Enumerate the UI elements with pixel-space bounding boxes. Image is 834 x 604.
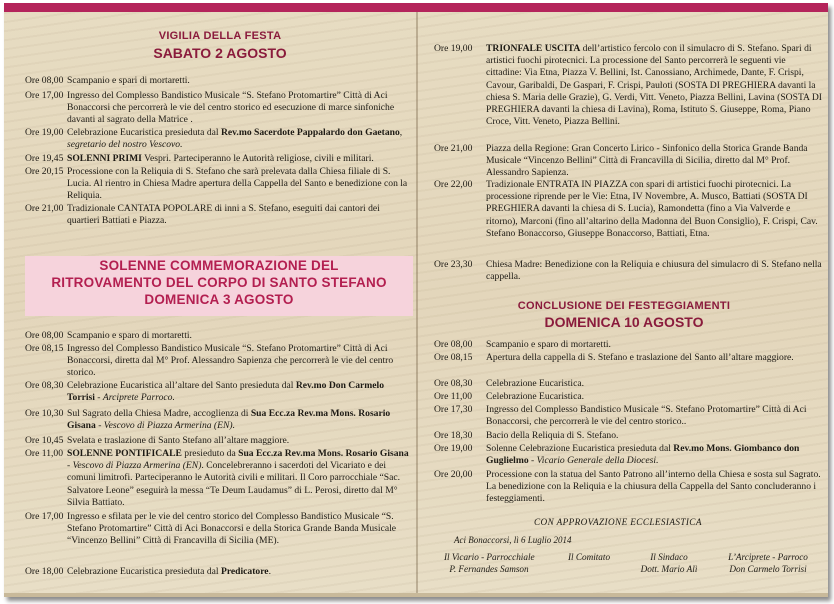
entry-description — [486, 391, 822, 403]
schedule-entry — [434, 378, 822, 390]
entry-emphasis: Rev.mo Don Carmelo Torrisi — [67, 380, 385, 404]
entry-description — [486, 443, 822, 467]
signature-block — [554, 552, 624, 564]
schedule-entry — [434, 259, 822, 283]
schedule-entry — [25, 330, 410, 342]
schedule-entry — [434, 443, 822, 467]
entry-description — [486, 352, 822, 364]
entry-time: Ore 10,45 — [25, 435, 64, 446]
entry-text: Scampanio e sparo di mortaretti. — [486, 339, 611, 350]
entry-text: Svelata e traslazione di Santo Stefano all’altare maggiore. — [67, 435, 290, 446]
entry-emphasis: SOLENNI PRIMI — [67, 153, 142, 164]
entry-text: Solenne Celebrazione Eucaristica presieduta dal — [486, 443, 674, 454]
entry-description — [67, 448, 410, 509]
entry-text: Tradizionale ENTRATA IN PIAZZA con spari di artistici fuochi pirotecnici. La processione riprende per le Vie: Etna, IV Novembre, A. Musco, Battiati (SOSTA DI PREGHIERA davanti la chiesa di S. Lucia), Ramondetta (fino a Via Valverde e ritorno), Marconi (fino all’altarino della Madonna del Buon Consiglio), F. Crispi, Cav. Stefano Bonaccorso, Giuseppe Bonaccorso, Battiati, Etna. — [486, 179, 818, 239]
schedule-entry — [25, 127, 410, 151]
schedule-entry — [434, 391, 822, 403]
entry-time: Ore 23,30 — [434, 259, 473, 270]
signature-name: P. Fernandes Samson — [449, 564, 529, 574]
entry-description — [67, 127, 410, 151]
entry-text: Celebrazione Eucaristica presieduta dal — [67, 127, 221, 138]
entry-italic: Vescovo di Piazza Armerina (EN) — [72, 460, 202, 472]
entry-text: Celebrazione Eucaristica. — [486, 391, 585, 402]
approval-note: CON APPROVAZIONE ECCLESIASTICA — [534, 517, 702, 527]
entry-description — [67, 380, 410, 404]
signature-name: Don Carmelo Torrisi — [729, 564, 807, 574]
entry-time: Ore 08,00 — [25, 75, 64, 86]
entry-text: presieduto da — [181, 448, 239, 459]
vigil-date-heading: SABATO 2 AGOSTO — [153, 45, 287, 61]
entry-italic: segretario del nostro Vescovo. — [67, 139, 183, 151]
entry-time: Ore 17,00 — [25, 90, 64, 101]
entry-time: Ore 19,00 — [25, 127, 64, 138]
schedule-entry — [25, 90, 410, 127]
entry-emphasis: SOLENNE PONTIFICALE — [67, 448, 182, 459]
entry-time: Ore 19,45 — [25, 153, 64, 164]
entry-time: Ore 08,15 — [434, 352, 473, 363]
schedule-entry — [25, 380, 410, 404]
entry-description — [67, 408, 410, 432]
entry-text: Tradizionale CANTATA POPOLARE di inni a S. Stefano, eseguiti dai cantori dei quartieri Battiati e Piazza. — [67, 203, 380, 227]
entry-description — [486, 404, 822, 428]
signature-block — [634, 552, 704, 574]
entry-time: Ore 18,00 — [25, 566, 64, 577]
fold-line — [416, 12, 418, 593]
entry-time: Ore 19,00 — [434, 443, 473, 454]
entry-text: Celebrazione Eucaristica. — [486, 378, 585, 389]
entry-text: , — [399, 127, 403, 138]
entry-text: Sul Sagrato della Chiesa Madre, accoglienza di — [67, 408, 251, 419]
schedule-entry — [25, 448, 410, 509]
entry-time: Ore 10,30 — [25, 408, 64, 419]
entry-description — [486, 259, 822, 283]
entry-time: Ore 08,00 — [25, 330, 64, 341]
schedule-entry — [25, 166, 410, 203]
entry-text: Scampanio e sparo di mortaretti. — [67, 330, 192, 341]
entry-emphasis: Predicatore — [220, 566, 269, 577]
schedule-entry — [434, 339, 822, 351]
entry-time: Ore 21,00 — [434, 143, 473, 154]
schedule-entry — [25, 343, 410, 380]
entry-text: Processione con la Reliquia di S. Stefano che sarà prelevata dalla Chiesa filiale di S. Lucia. Al rientro in Chiesa Madre apertura della Cappella del Santo e benedizione con la Reliquia. — [67, 166, 408, 202]
entry-italic: Vescovo di Piazza Armerina (EN). — [103, 420, 235, 432]
signature-role: L’Arciprete - Parroco — [728, 552, 808, 562]
schedule-entry — [434, 43, 822, 128]
entry-text: - — [95, 420, 104, 432]
signature-block — [724, 552, 812, 574]
entry-emphasis: Rev.mo Sacerdote Pappalardo don Gaetano — [220, 127, 400, 138]
conclusion-date-heading: DOMENICA 10 AGOSTO — [544, 314, 704, 330]
entry-time: Ore 08,30 — [434, 378, 473, 389]
entry-text: Bacio della Reliquia di S. Stefano. — [486, 430, 619, 441]
entry-description — [486, 339, 822, 351]
schedule-entry — [25, 408, 410, 432]
entry-description — [67, 90, 410, 127]
bottom-edge — [4, 593, 828, 597]
entry-description — [67, 511, 410, 548]
entry-time: Ore 20,15 — [25, 166, 64, 177]
entry-time: Ore 08,30 — [25, 380, 64, 391]
entry-text: dell’artistico fercolo con il simulacro di S. Stefano. Spari di artistici fuochi pirotecnici. La processione del Santo percorrerà le seguenti vie cittadine: Via Etna, Piazza V. Bellini, Ist. Canossiano, Archimede, Dante, F. Crispi, Cavour, Garibaldi, De Gaspari, F. Crispi, Pauloti (SOSTA DI PREGHIERA davanti la chiesa S. Maria delle Grazie), G. Verdi, Vitt. Veneto, Piazza Bellini, Lavina (SOSTA DI PREGHIERA davanti la chiesa di Lavina), Roma, Istituto S. Giuseppe, Roma, Piano Croce, Vitt. Veneto, Piazza Bellini. — [486, 43, 822, 128]
signature-role: Il Vicario - Parrocchiale — [444, 552, 535, 562]
entry-description — [486, 430, 822, 442]
entry-time: Ore 17,00 — [25, 511, 64, 522]
commemoration-title-line2: RITROVAMENTO DEL CORPO DI SANTO STEFANO — [51, 275, 387, 290]
commemoration-date: DOMENICA 3 AGOSTO — [144, 292, 294, 307]
entry-text: Vespri. Parteciperanno le Autorità religiose, civili e militari. — [141, 153, 374, 164]
schedule-entry — [434, 404, 822, 428]
signature-role: Il Sindaco — [650, 552, 688, 562]
entry-description — [67, 153, 410, 165]
schedule-entry — [434, 179, 822, 240]
schedule-entry — [25, 153, 410, 165]
entry-italic: Vicario Generale della Diocesi. — [536, 455, 659, 467]
entry-text: Celebrazione Eucaristica all’altare del Santo presieduta dal — [67, 380, 296, 391]
entry-italic: Arciprete Parroco. — [102, 392, 175, 404]
entry-emphasis: TRIONFALE USCITA — [486, 43, 581, 54]
entry-time: Ore 19,00 — [434, 43, 473, 54]
entry-description — [486, 469, 822, 506]
entry-text: Piazza della Regione: Gran Concerto Lirico - Sinfonico della Storica Grande Banda Musicale “Vincenzo Bellini” Città di Francavilla di Sicilia, diretto dal M° Prof. Alessandro Sapienza. — [486, 143, 808, 179]
entry-description — [486, 43, 822, 128]
place-date: Aci Bonaccorsi, lì 6 Luglio 2014 — [454, 535, 572, 545]
entry-text: - — [528, 455, 537, 467]
signature-name: Dott. Mario Alì — [640, 564, 698, 574]
entry-text: Celebrazione Eucaristica presieduta dal — [67, 566, 221, 577]
vigil-heading: VIGILIA DELLA FESTA — [158, 30, 282, 42]
entry-time: Ore 11,00 — [434, 391, 473, 402]
entry-emphasis: Sua Ecc.za Rev.ma Mons. Rosario Gisana — [67, 408, 391, 432]
schedule-entry — [434, 469, 822, 506]
entry-text: - — [67, 460, 73, 472]
entry-time: Ore 18,30 — [434, 430, 473, 441]
entry-time: Ore 21,00 — [25, 203, 64, 214]
entry-description — [486, 143, 822, 180]
entry-description — [67, 203, 410, 227]
entry-text: Ingresso del Complesso Bandistico Musicale “S. Stefano Protomartire” Città di Aci Bonaccorsi che percorrerà le vie del centro storico ed esecuzione di marce sinfoniche davanti al sagrato della Matrice . — [67, 90, 395, 126]
entry-description — [486, 179, 822, 240]
entry-emphasis: Rev.mo Mons. Giombanco don Guglielmo — [486, 443, 800, 467]
entry-description — [67, 330, 410, 342]
entry-text: Scampanio e spari di mortaretti. — [67, 75, 190, 86]
entry-text: Chiesa Madre: Benedizione con la Reliquia e chiusura del simulacro di S. Stefano nella cappella. — [486, 259, 822, 283]
entry-description — [67, 166, 410, 203]
entry-time: Ore 20,00 — [434, 469, 473, 480]
entry-description — [67, 435, 410, 447]
entry-time: Ore 08,00 — [434, 339, 473, 350]
schedule-entry — [25, 566, 410, 578]
entry-text: - — [94, 392, 103, 404]
entry-text: . Concelebreranno i sacerdoti del Vicariato e dei comuni limitrofi. Parteciperanno le Autorità civili e militari. Il Coro parrocchiale “Sac. Salvatore Leone” eseguirà la messa “Te Deum Laudamus” di L. Perosi, diretto dal M° Silvia Battiato. — [67, 460, 401, 508]
entry-text: Ingresso del Complesso Bandistico Musicale “S. Stefano Protomartire” Città di Aci Bonaccorsi, diretta dal M° Prof. Alessandro Sapienza che percorrerà le vie del centro storico. — [67, 343, 394, 379]
entry-text: Processione con la statua del Santo Patrono all’interno della Chiesa e sosta sul Sagrato. La benedizione con la Reliquia e la chiusura della Cappella del Santo concluderanno i festeggiamenti. — [486, 469, 821, 505]
entry-description — [486, 378, 822, 390]
entry-emphasis: Sua Ecc.za Rev.ma Mons. Rosario Gisana — [238, 448, 409, 459]
entry-time: Ore 08,15 — [25, 343, 64, 354]
entry-description — [67, 343, 410, 380]
entry-time: Ore 22,00 — [434, 179, 473, 190]
schedule-entry — [434, 143, 822, 180]
schedule-entry — [434, 430, 822, 442]
entry-text: . — [268, 566, 271, 577]
entry-time: Ore 17,30 — [434, 404, 473, 415]
commemoration-title-line1: SOLENNE COMMEMORAZIONE DEL — [99, 258, 339, 273]
entry-text: Ingresso e sfilata per le vie del centro storico del Complesso Bandistico Musicale “S. Stefano Protomartire” Città di Aci Bonaccorsi e della Storica Grande Banda Musicale “Vincenzo Bellini” Città di Francavilla di Sicilia (ME). — [67, 511, 397, 547]
schedule-entry — [25, 511, 410, 548]
signature-block — [444, 552, 534, 574]
entry-text: Apertura della cappella di S. Stefano e traslazione del Santo all’altare maggiore. — [486, 352, 794, 363]
entry-description — [67, 566, 410, 578]
entry-time: Ore 11,00 — [25, 448, 64, 459]
program-sheet — [4, 3, 828, 597]
entry-text: Ingresso del Complesso Bandistico Musicale “S. Stefano Protomartire” Città di Aci Bonaccorsi, che percorrerà le vie del centro storico.. — [486, 404, 807, 428]
schedule-entry — [25, 435, 410, 447]
entry-description — [67, 75, 410, 87]
schedule-entry — [434, 352, 822, 364]
signature-role: Il Comitato — [567, 552, 611, 562]
schedule-entry — [25, 75, 410, 87]
schedule-entry — [25, 203, 410, 227]
conclusion-heading: CONCLUSIONE DEI FESTEGGIAMENTI — [517, 300, 731, 312]
top-color-band — [4, 3, 828, 12]
